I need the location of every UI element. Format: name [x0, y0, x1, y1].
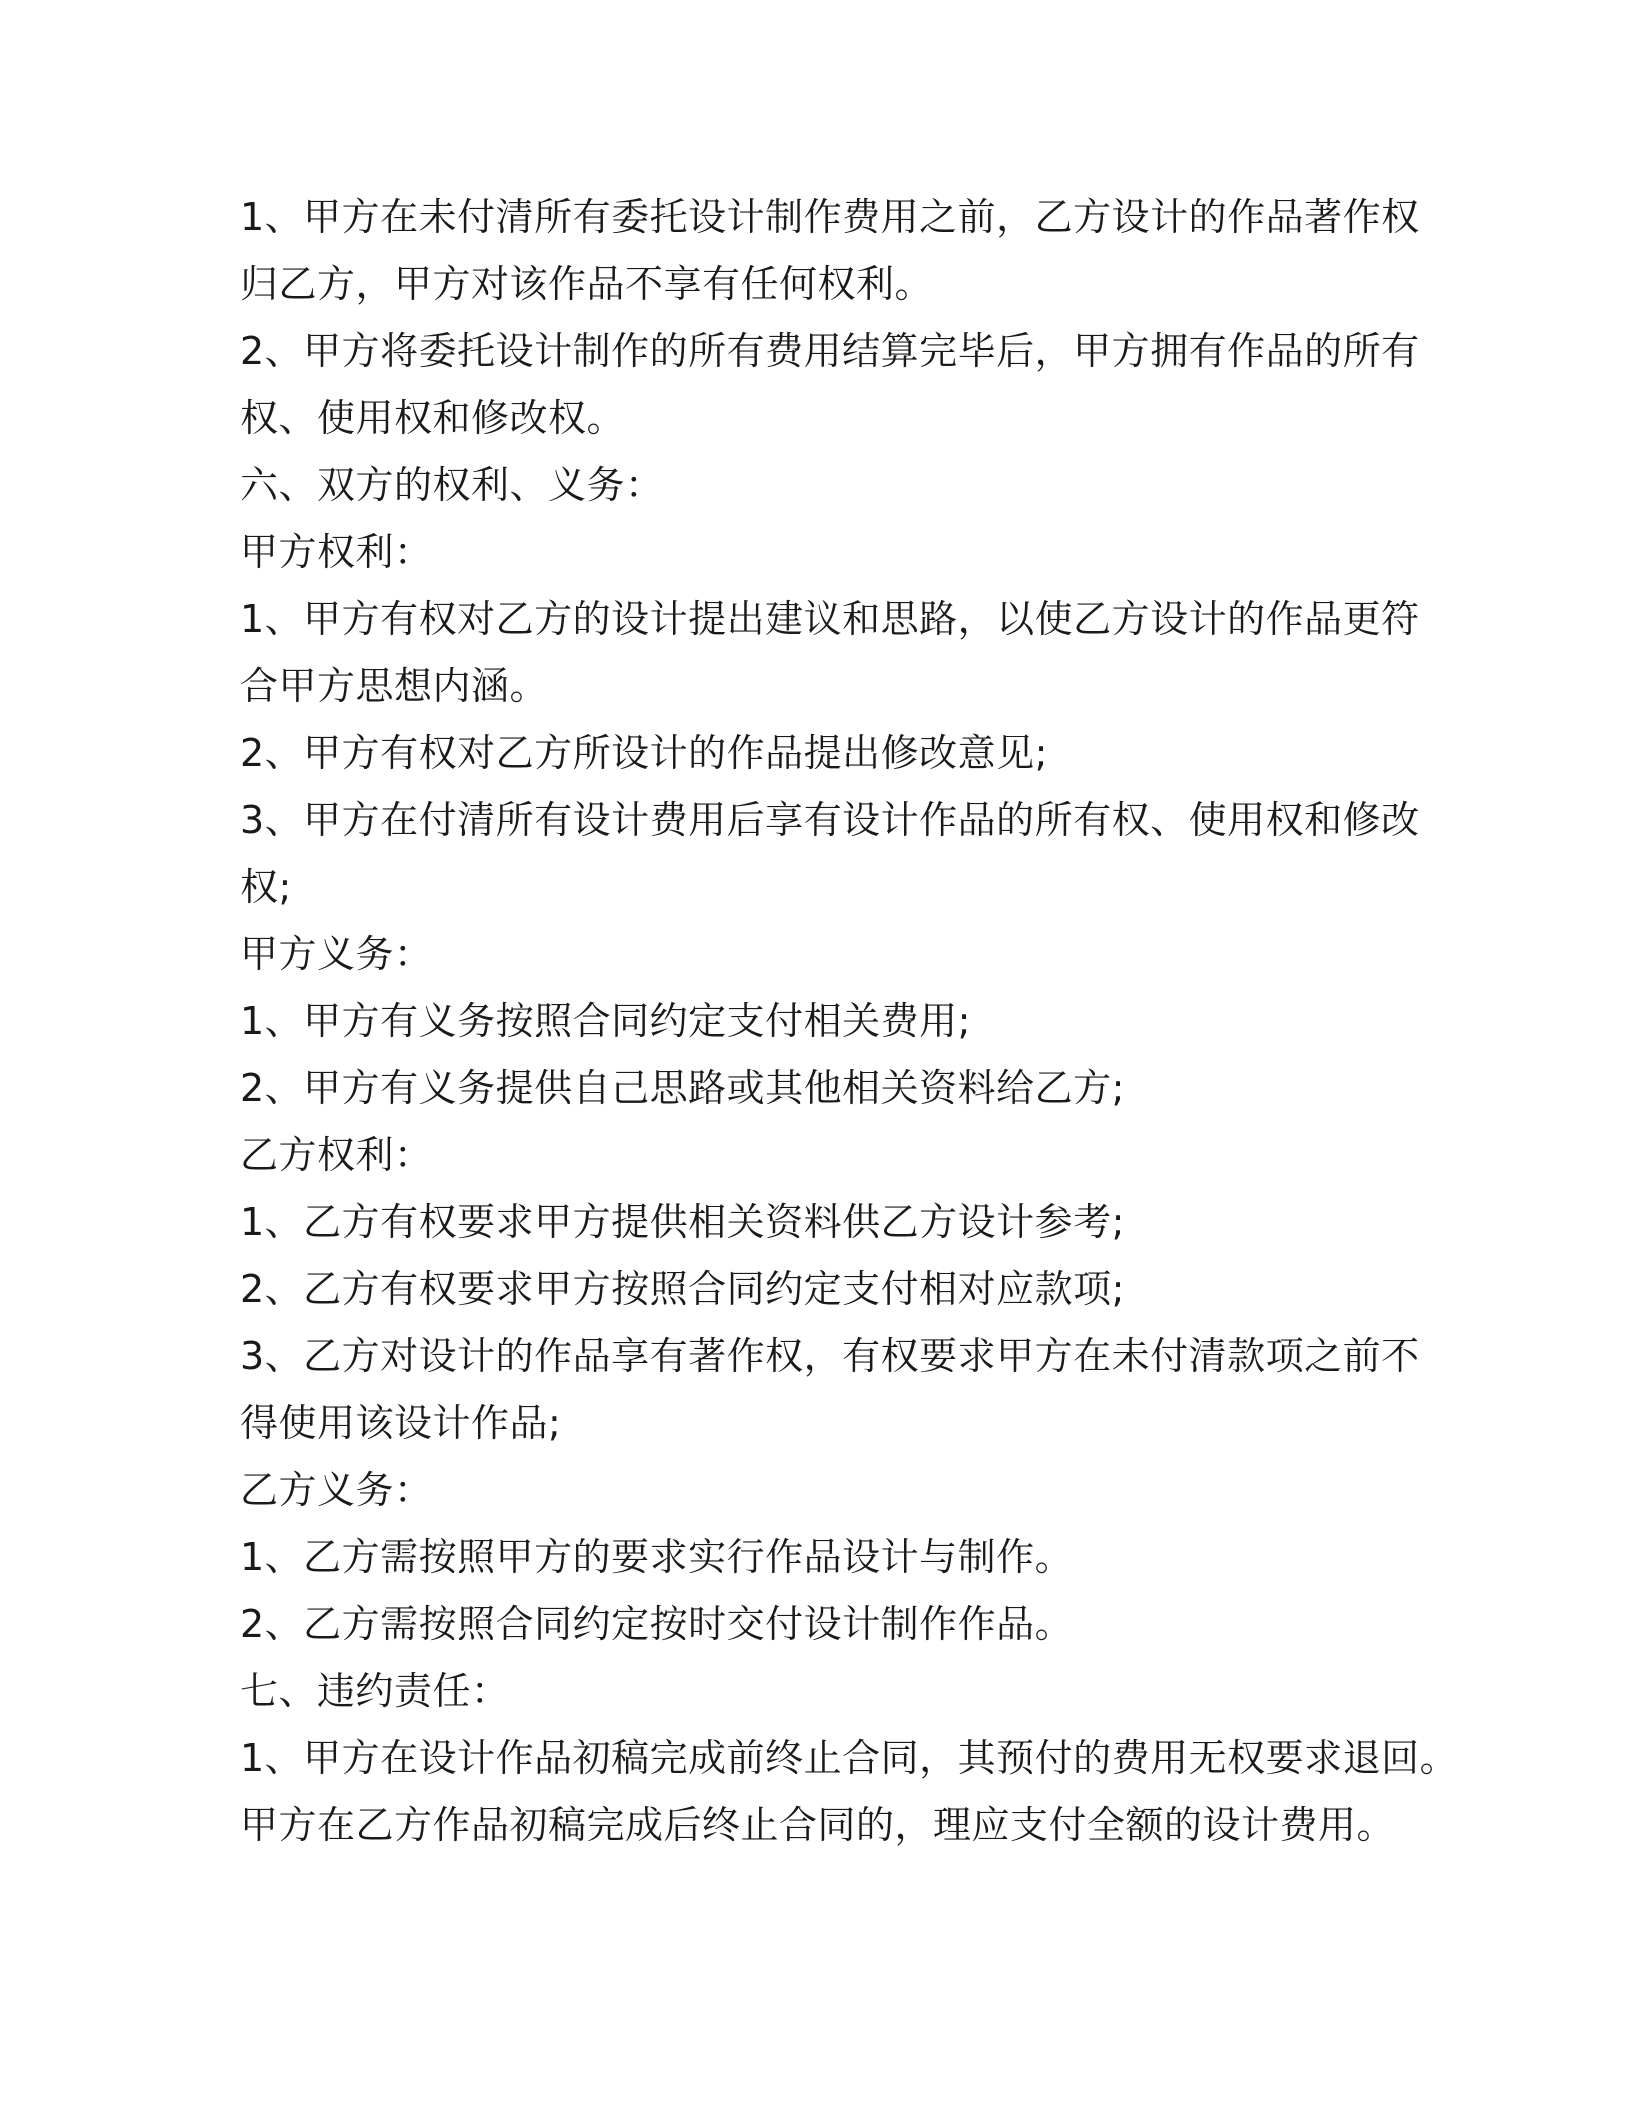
text-line: 1、甲方有义务按照合同约定支付相关费用; — [240, 999, 971, 1043]
subsection-heading: 甲方义务： — [240, 932, 433, 976]
subsection-heading: 乙方义务： — [240, 1468, 433, 1512]
text-line: 1、甲方有权对乙方的设计提出建议和思路，以使乙方设计的作品更符 — [240, 597, 1420, 641]
text-line: 2、乙方有权要求甲方按照合同约定支付相对应款项; — [240, 1267, 1125, 1311]
contract-text — [240, 184, 1459, 1859]
text-line: 权; — [240, 865, 292, 909]
text-line: 2、甲方有义务提供自己思路或其他相关资料给乙方; — [240, 1066, 1125, 1110]
text-line: 归乙方，甲方对该作品不享有任何权利。 — [240, 262, 934, 306]
text-line: 2、甲方有权对乙方所设计的作品提出修改意见; — [240, 731, 1048, 775]
text-line: 1、甲方在设计作品初稿完成前终止合同，其预付的费用无权要求退回。 — [240, 1736, 1459, 1780]
text-line: 合甲方思想内涵。 — [240, 664, 549, 708]
section-heading: 七、违约责任： — [240, 1669, 510, 1713]
text-line: 2、甲方将委托设计制作的所有费用结算完毕后，甲方拥有作品的所有 — [240, 329, 1420, 373]
text-line: 1、乙方有权要求甲方提供相关资料供乙方设计参考; — [240, 1200, 1125, 1244]
subsection-heading: 甲方权利： — [240, 530, 433, 574]
text-line: 权、使用权和修改权。 — [240, 396, 626, 440]
text-line: 1、甲方在未付清所有委托设计制作费用之前，乙方设计的作品著作权 — [240, 195, 1420, 239]
text-line: 1、乙方需按照甲方的要求实行作品设计与制作。 — [240, 1535, 1074, 1579]
text-line: 得使用该设计作品; — [240, 1401, 562, 1445]
subsection-heading: 乙方权利： — [240, 1133, 433, 1177]
text-line: 甲方在乙方作品初稿完成后终止合同的，理应支付全额的设计费用。 — [240, 1803, 1396, 1847]
text-line: 2、乙方需按照合同约定按时交付设计制作作品。 — [240, 1602, 1074, 1646]
text-line: 3、甲方在付清所有设计费用后享有设计作品的所有权、使用权和修改 — [240, 798, 1420, 842]
section-heading: 六、双方的权利、义务： — [240, 463, 664, 507]
text-line: 3、乙方对设计的作品享有著作权，有权要求甲方在未付清款项之前不 — [240, 1334, 1420, 1378]
